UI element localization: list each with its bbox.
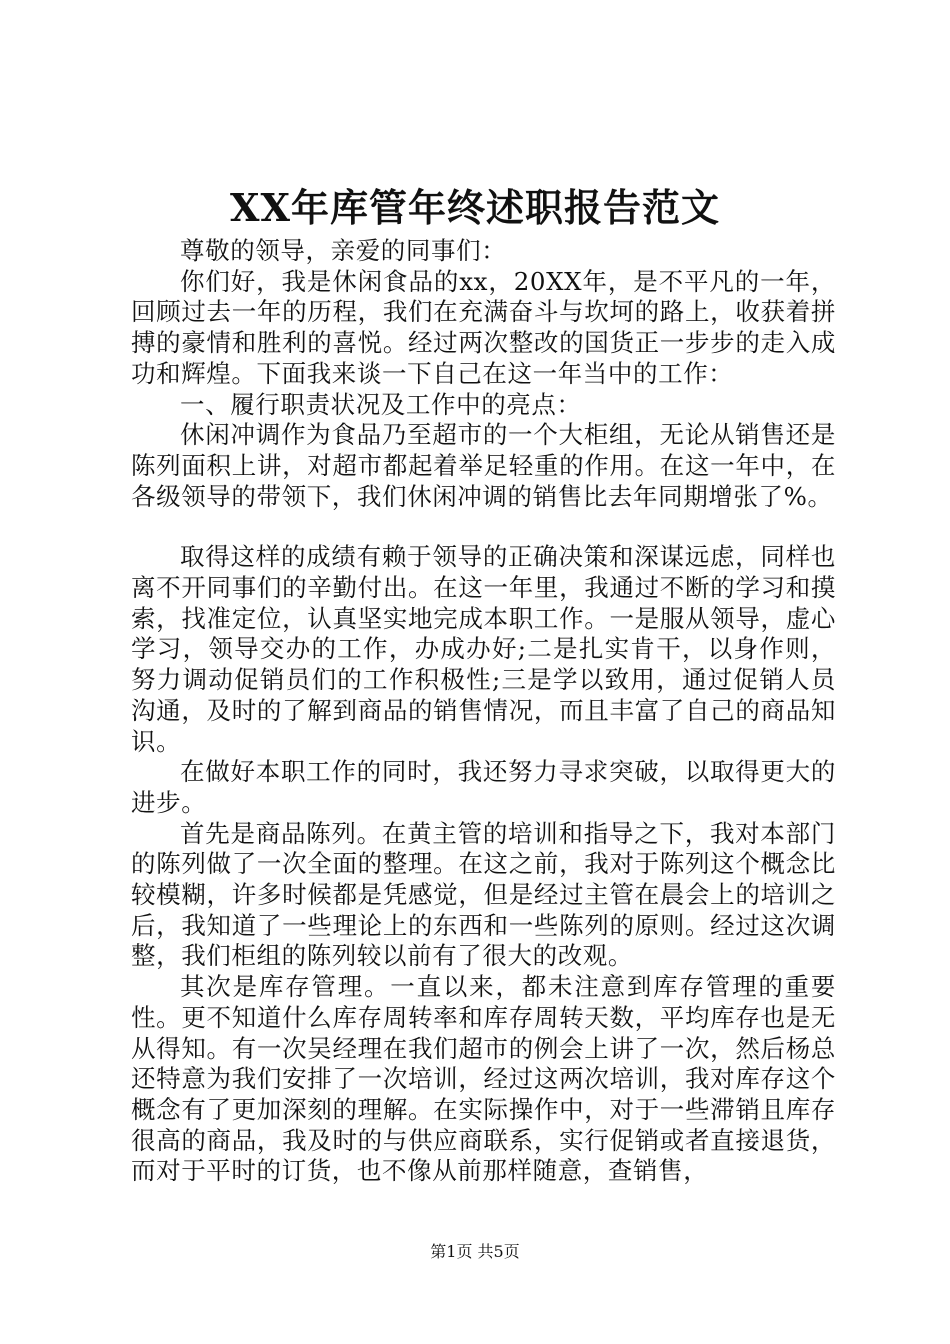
section-heading: 一、履行职责状况及工作中的亮点： xyxy=(180,389,582,419)
paragraph: 其次是库存管理。一直以来，都未注意到库存管理的重要性。更不知道什么库存周转率和库存周转天数，平均库存也是无从得知。有一次吴经理在我们超市的例会上讲了一次，然后杨总还特意为我们安排了一次培训，经过这两次培训，我对库存这个概念有了更加深刻的理解。在实际操作中，对于一些滞销且库存很高的商品，我及时的与供应商联系，实行促销或者直接退货，而对于平时的订货，也不像从前那样随意，查销售， xyxy=(131,972,836,1186)
paragraph: 你们好，我是休闲食品的xx，20XX年，是不平凡的一年，回顾过去一年的历程，我们在充满奋斗与坎坷的路上，收获着拼搏的豪情和胜利的喜悦。经过两次整改的国货正一步步的走入成功和辉煌。下面我来谈一下自己在这一年当中的工作： xyxy=(131,266,836,388)
document-body xyxy=(131,236,836,1187)
paragraph: 休闲冲调作为食品乃至超市的一个大柜组，无论从销售还是陈列面积上讲，对超市都起着举足轻重的作用。在这一年中，在各级领导的带领下，我们休闲冲调的销售比去年同期增张了%。 xyxy=(131,420,836,511)
document-title: XX年库管年终述职报告范文 xyxy=(230,185,720,230)
paragraph: 首先是商品陈列。在黄主管的培训和指导之下，我对本部门的陈列做了一次全面的整理。在这之前，我对于陈列这个概念比较模糊，许多时候都是凭感觉，但是经过主管在晨会上的培训之后，我知道了一些理论上的东西和一些陈列的原则。经过这次调整，我们柜组的陈列较以前有了很大的改观。 xyxy=(131,818,836,971)
paragraph: 取得这样的成绩有赖于领导的正确决策和深谋远虑，同样也离不开同事们的辛勤付出。在这一年里，我通过不断的学习和摸索，找准定位，认真坚实地完成本职工作。一是服从领导，虚心学习，领导交办的工作，办成办好;二是扎实肯干，以身作则，努力调动促销员们的工作积极性;三是学以致用，通过促销人员沟通，及时的了解到商品的销售情况，而且丰富了自己的商品知识。 xyxy=(131,542,836,756)
paragraph: 在做好本职工作的同时，我还努力寻求突破，以取得更大的进步。 xyxy=(131,757,836,817)
page-footer: 第1页 共5页 xyxy=(430,1242,520,1261)
paragraph-salutation: 尊敬的领导，亲爱的同事们： xyxy=(180,236,507,265)
